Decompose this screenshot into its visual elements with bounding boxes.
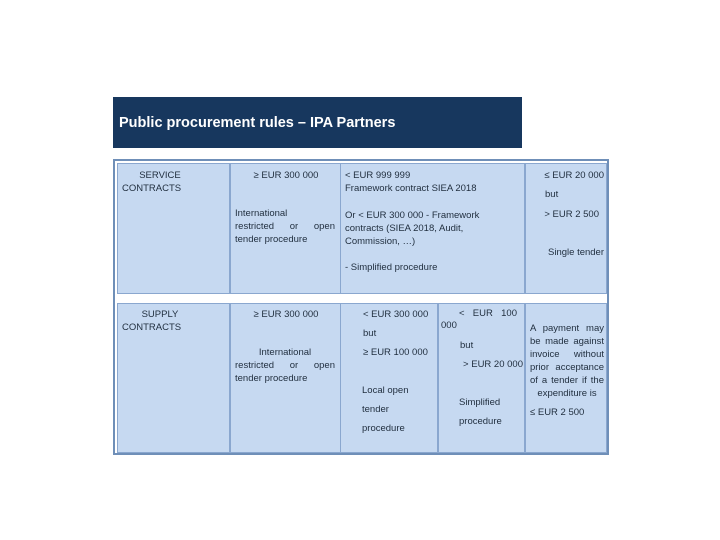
supply-col5-le: ≤ EUR 2 500 <box>530 407 585 418</box>
supply-col4-simplified-line-2: procedure <box>459 416 502 427</box>
supply-col3-local-line-3: procedure <box>362 423 405 434</box>
supply-col4-lt-line-2: 000 <box>441 320 457 331</box>
service-label-line-1: SERVICE <box>139 170 181 181</box>
service-mid-or-line-1: Or < EUR 300 000 - Framework <box>345 210 480 221</box>
service-simplified: - Simplified procedure <box>345 262 438 273</box>
supply-col5-line-5: of a tender if the <box>530 375 604 386</box>
supply-col3-local-line-2: tender <box>362 404 389 415</box>
service-international-line-3: tender procedure <box>235 234 308 245</box>
supply-col5-line-4: prior acceptance <box>530 362 604 373</box>
service-right-gt: > EUR 2 500 <box>544 209 599 220</box>
supply-col3-lt: < EUR 300 000 <box>363 309 429 320</box>
supply-col4-simplified-line-1: Simplified <box>459 397 501 408</box>
supply-international-line-1: International <box>258 347 312 358</box>
supply-label-line-1: SUPPLY <box>141 309 179 320</box>
service-mid-or-line-2: contracts (SIEA 2018, Audit, <box>345 223 464 234</box>
supply-col3-local-line-1: Local open <box>362 385 409 396</box>
supply-col5-line-3: invoice without <box>530 349 604 360</box>
supply-col3-ge: ≥ EUR 100 000 <box>363 347 428 358</box>
service-mid-cell <box>340 163 525 294</box>
supply-col5-line-2: be made against <box>530 336 604 347</box>
supply-col4-lt-line-1: < EUR 100 <box>459 308 517 319</box>
supply-international-line-3: tender procedure <box>235 373 308 384</box>
service-mid-top-line-1: < EUR 999 999 <box>345 170 411 181</box>
service-right-top: ≤ EUR 20 000 <box>544 170 604 181</box>
service-mid-top-line-2: Framework contract SIEA 2018 <box>345 183 477 194</box>
supply-col4-but: but <box>460 340 474 351</box>
supply-label-line-2: CONTRACTS <box>122 322 182 333</box>
supply-threshold: ≥ EUR 300 000 <box>253 309 319 320</box>
supply-col5-cell <box>525 303 607 453</box>
service-label-cell <box>117 163 230 294</box>
supply-col3-cell <box>340 303 438 453</box>
procurement-table <box>113 159 609 455</box>
service-threshold: ≥ EUR 300 000 <box>253 170 319 181</box>
service-label-line-2: CONTRACTS <box>122 183 182 194</box>
supply-col5-line-6: expenditure is <box>537 388 597 399</box>
supply-col4-cell <box>438 303 525 453</box>
supply-col4-gt: > EUR 20 000 <box>463 359 523 370</box>
service-international-line-2: restricted or open <box>235 221 335 232</box>
service-right-but: but <box>545 189 559 200</box>
service-right-cell <box>525 163 607 294</box>
supply-col5-line-1: A payment may <box>530 323 604 334</box>
service-mid-or-line-3: Commission, …) <box>345 236 416 247</box>
page-title: Public procurement rules – IPA Partners <box>113 97 522 148</box>
service-right-single: Single tender <box>548 247 604 258</box>
service-international-line-1: International <box>235 208 288 219</box>
supply-label-cell <box>117 303 230 453</box>
supply-col3-but: but <box>363 328 377 339</box>
supply-international-line-2: restricted or open <box>235 360 335 371</box>
